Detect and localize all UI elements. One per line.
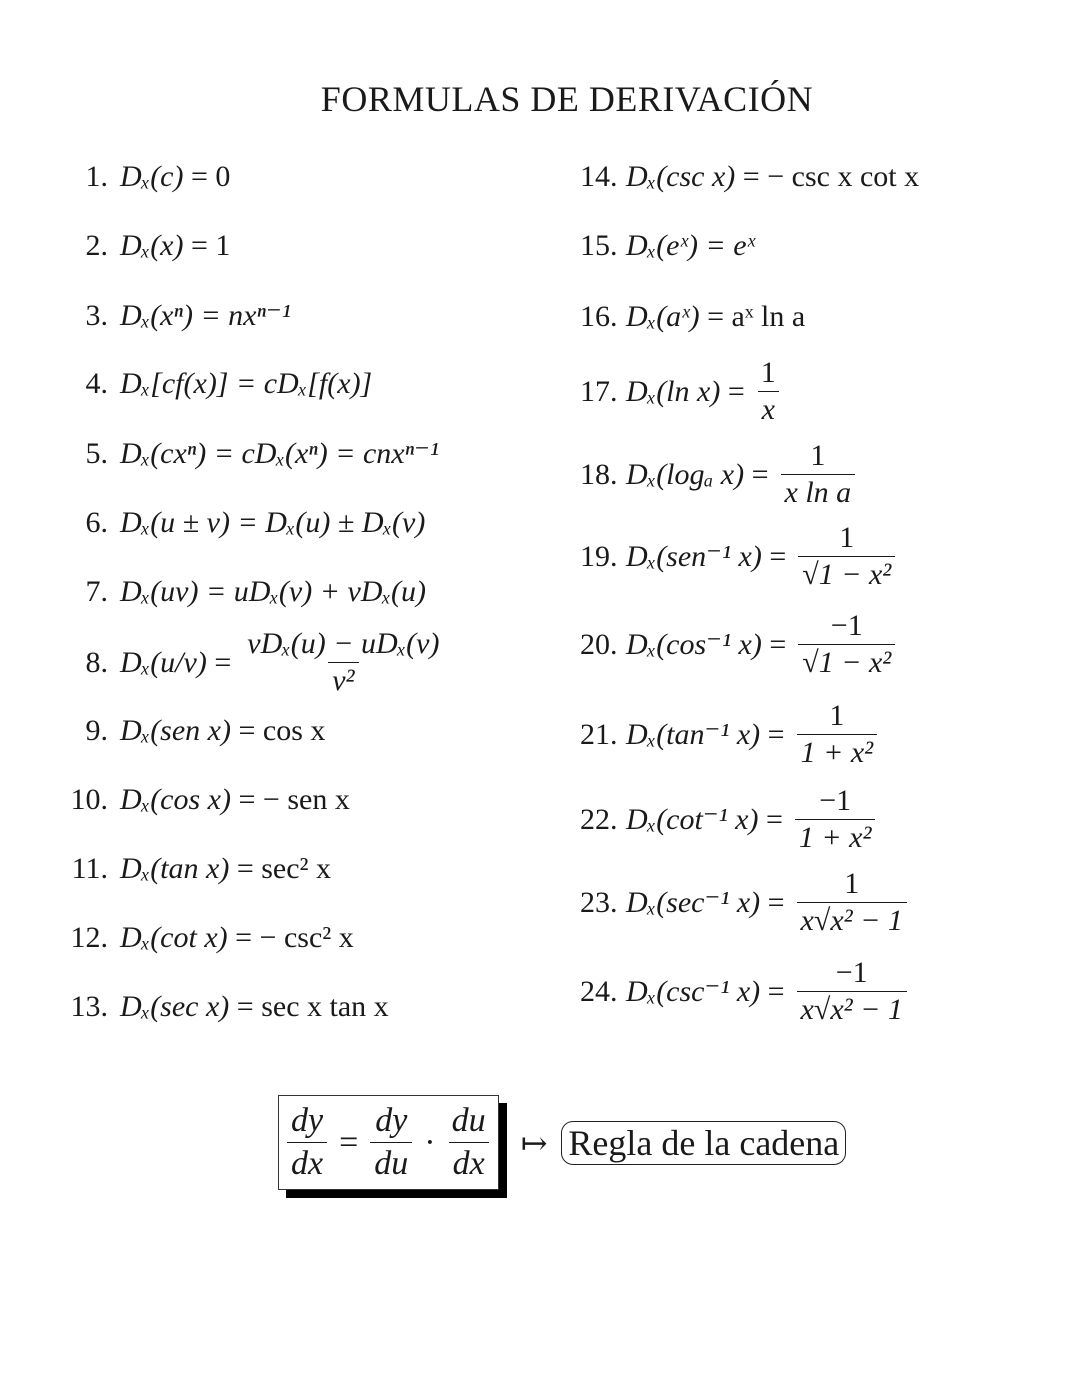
fraction-du-dx xyxy=(448,1100,490,1185)
formula-rhs: = sec x tan x xyxy=(236,990,389,1023)
formula-number: 12. xyxy=(70,921,108,954)
formula-number: 9. xyxy=(85,714,108,747)
formula-lhs: Dₓ(cxⁿ) xyxy=(120,436,207,470)
formula-lhs: Dₓ(u/v) xyxy=(120,645,207,679)
formula-number: 11. xyxy=(71,852,108,885)
formula-number: 13. xyxy=(70,990,108,1023)
formula-4 xyxy=(70,367,372,401)
formula-lhs: Dₓ(csc⁻¹ x) xyxy=(626,975,761,1008)
fraction xyxy=(798,520,895,593)
fraction-dy-dx xyxy=(287,1100,327,1185)
fraction-numerator: vDₓ(u) − uDₓ(v) xyxy=(247,627,440,660)
formula-2 xyxy=(70,229,230,263)
formula-lhs: Dₓ(sen x) xyxy=(120,714,231,747)
formula-rhs: = sec² x xyxy=(236,852,332,885)
formula-number: 20. xyxy=(580,627,618,661)
formula-lhs: Dₓ(eˣ) xyxy=(626,229,698,262)
formula-16 xyxy=(580,300,805,334)
chain-rule xyxy=(278,1095,846,1190)
fraction-denominator: x xyxy=(758,391,779,428)
formula-lhs: Dₓ(uv) xyxy=(120,575,199,608)
formula-lhs: Dₓ(logₐ x) xyxy=(626,457,745,491)
formula-17 xyxy=(580,355,780,428)
fraction xyxy=(797,698,878,771)
formula-rhs: = xyxy=(767,885,785,919)
formula-number: 10. xyxy=(70,783,108,816)
formula-13 xyxy=(70,990,389,1024)
fraction-numerator: −1 xyxy=(835,956,868,989)
formula-lhs: Dₓ(xⁿ) xyxy=(120,298,193,332)
fraction-denominator: x ln a xyxy=(781,474,856,511)
formula-lhs: Dₓ(c) xyxy=(120,160,184,193)
formula-number: 1. xyxy=(85,160,108,193)
fraction-numerator: du xyxy=(451,1102,486,1139)
formula-rhs: = Dₓ(u) ± Dₓ(v) xyxy=(237,506,426,539)
formula-9 xyxy=(70,714,325,748)
formula-lhs: Dₓ(sec x) xyxy=(120,990,230,1023)
formula-24 xyxy=(580,955,907,1028)
formula-lhs: Dₓ(sec⁻¹ x) xyxy=(626,886,761,919)
formula-rhs: = − csc² x xyxy=(235,921,354,954)
formula-rhs: = − sen x xyxy=(238,783,350,816)
multiply-dot: · xyxy=(424,1123,436,1161)
formula-rhs: = cDₓ[f(x)] xyxy=(236,367,373,400)
formula-19 xyxy=(580,520,895,593)
formula-20 xyxy=(580,608,895,681)
formula-rhs: = cos x xyxy=(238,714,326,747)
formula-lhs: Dₓ(x) xyxy=(120,229,184,262)
fraction xyxy=(797,866,907,939)
formula-number: 15. xyxy=(580,229,618,262)
fraction-numerator: 1 xyxy=(760,356,776,389)
formula-number: 8. xyxy=(85,645,108,679)
formula-11 xyxy=(70,852,331,886)
formula-18 xyxy=(580,438,855,511)
fraction-denominator: x√x² − 1 xyxy=(797,902,907,939)
fraction-denominator: √1 − x² xyxy=(798,556,895,593)
fraction-denominator: x√x² − 1 xyxy=(797,991,907,1028)
formula-rhs: = xyxy=(767,974,785,1008)
formula-number: 19. xyxy=(580,539,618,573)
formula-8 xyxy=(70,626,443,699)
formula-number: 24. xyxy=(580,974,618,1008)
fraction xyxy=(781,438,856,511)
formula-lhs: Dₓ(aˣ) xyxy=(626,300,700,333)
formula-rhs: = xyxy=(765,802,783,836)
fraction-dy-du xyxy=(370,1100,412,1185)
formula-rhs: = 1 xyxy=(191,229,231,262)
formula-lhs: Dₓ(u ± v) xyxy=(120,506,230,539)
formula-lhs: Dₓ(cos⁻¹ x) xyxy=(626,628,762,661)
formula-rhs: = nxⁿ⁻¹ xyxy=(200,299,291,332)
formula-number: 22. xyxy=(580,802,618,836)
formula-number: 23. xyxy=(580,885,618,919)
fraction-numerator: 1 xyxy=(829,699,845,732)
fraction-numerator: −1 xyxy=(819,784,852,817)
formula-7 xyxy=(70,575,426,609)
formula-rhs: = xyxy=(769,627,787,661)
fraction-denominator: √1 − x² xyxy=(798,644,895,681)
formula-number: 6. xyxy=(85,506,108,539)
formula-23 xyxy=(580,866,907,939)
formula-rhs: = eˣ xyxy=(705,229,755,262)
fraction-denominator: dx xyxy=(449,1142,489,1185)
formula-rhs: = aˣ ln a xyxy=(707,300,806,333)
formula-number: 21. xyxy=(580,717,618,751)
formula-lhs: Dₓ(sen⁻¹ x) xyxy=(626,540,762,573)
fraction-denominator: 1 + x² xyxy=(795,819,876,856)
maps-to-arrow-icon: ↦ xyxy=(520,1124,548,1161)
chain-rule-label: Regla de la cadena xyxy=(561,1121,846,1165)
formula-5 xyxy=(70,436,439,471)
formula-number: 5. xyxy=(85,436,108,470)
formula-lhs: Dₓ(ln x) xyxy=(626,374,721,408)
fraction-denominator: v² xyxy=(328,662,358,699)
formula-lhs: Dₓ(cos x) xyxy=(120,783,231,816)
formula-lhs: Dₓ(cot x) xyxy=(120,921,228,954)
formula-number: 17. xyxy=(580,374,618,408)
formula-12 xyxy=(70,921,354,955)
formula-number: 4. xyxy=(85,367,108,400)
formula-14 xyxy=(580,160,919,194)
formula-number: 3. xyxy=(85,298,108,332)
formula-rhs: = xyxy=(769,539,787,573)
formula-10 xyxy=(70,783,350,817)
formula-1 xyxy=(70,160,230,194)
fraction xyxy=(795,783,876,856)
fraction xyxy=(243,626,443,699)
formula-3 xyxy=(70,298,291,333)
formula-lhs: Dₓ(tan x) xyxy=(120,852,230,885)
fraction-numerator: dy xyxy=(291,1102,324,1139)
formula-lhs: Dₓ[cf(x)] xyxy=(120,367,229,400)
formula-rhs: = xyxy=(727,374,745,408)
formula-number: 16. xyxy=(580,300,618,333)
formula-lhs: Dₓ(cot⁻¹ x) xyxy=(626,803,759,836)
fraction-denominator: dx xyxy=(287,1142,327,1185)
formula-21 xyxy=(580,698,877,771)
fraction xyxy=(798,608,895,681)
equals-sign: = xyxy=(339,1123,359,1161)
fraction-numerator: 1 xyxy=(839,521,855,554)
formula-number: 14. xyxy=(580,160,618,193)
fraction-numerator: 1 xyxy=(810,439,826,472)
fraction-denominator: 1 + x² xyxy=(797,734,878,771)
formula-number: 7. xyxy=(85,575,108,608)
fraction xyxy=(757,355,780,428)
formula-rhs: = xyxy=(767,717,785,751)
fraction-numerator: dy xyxy=(375,1102,408,1139)
fraction-numerator: −1 xyxy=(830,609,863,642)
formula-rhs: = xyxy=(751,457,769,491)
formula-rhs: = − csc x cot x xyxy=(742,160,920,193)
formula-15 xyxy=(580,229,755,263)
chain-rule-formula-box xyxy=(278,1095,499,1190)
page-title: FORMULAS DE DERIVACIÓN xyxy=(320,79,814,119)
formula-rhs: = 0 xyxy=(191,160,231,193)
fraction xyxy=(797,955,907,1028)
formula-22 xyxy=(580,783,875,856)
formula-number: 18. xyxy=(580,457,618,491)
formula-rhs: = xyxy=(214,645,232,679)
formula-number: 2. xyxy=(85,229,108,262)
fraction-numerator: 1 xyxy=(844,867,860,900)
formula-lhs: Dₓ(csc x) xyxy=(626,160,736,193)
fraction-denominator: du xyxy=(370,1142,412,1185)
formula-rhs: = uDₓ(v) + vDₓ(u) xyxy=(206,575,426,608)
formula-lhs: Dₓ(tan⁻¹ x) xyxy=(626,718,761,751)
formula-6 xyxy=(70,506,425,540)
formula-rhs: = cDₓ(xⁿ) = cnxⁿ⁻¹ xyxy=(213,437,439,470)
